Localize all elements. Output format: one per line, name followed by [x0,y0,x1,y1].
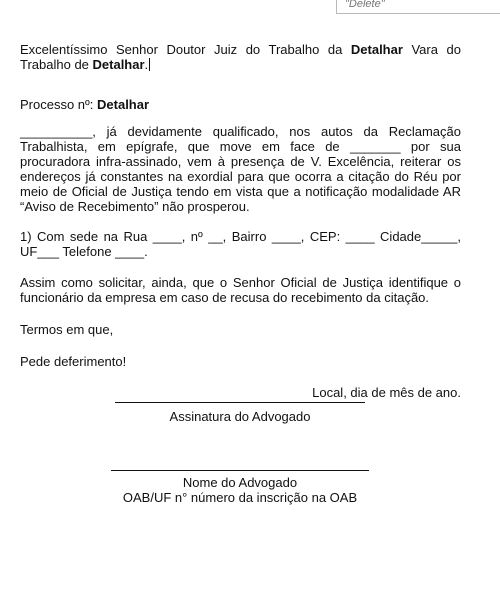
lawyer-signature-label: Assinatura do Advogado [169,409,311,424]
name-line [111,458,369,471]
delete-comment-text: "Delete" [345,0,385,10]
document-body [20,42,461,400]
court-number-field: Detalhar [350,42,403,57]
process-label: Processo nº: [20,97,98,112]
salutation-paragraph [20,42,461,72]
process-paragraph [20,97,461,112]
request-paragraph: Assim como solicitar, ainda, que o Senhor Oficial de Justiça identifique o funcionário da empresa em caso de recusa do recebimento da citação. [20,275,461,305]
salutation-prefix: Excelentíssimo Senhor Doutor Juiz do Trabalho da [20,42,351,57]
address-paragraph: 1) Com sede na Rua ____, nº __, Bairro ____, CEP: ____ Cidade_____, UF___ Telefone ____. [20,229,461,259]
salutation-suffix: . [144,57,149,72]
salutation-middle: Vara do Trabalho de [20,42,461,72]
closing-paragraph: Pede deferimento! [20,354,127,369]
court-city-field: Detalhar [92,57,145,72]
text-cursor [149,58,150,71]
terms-paragraph: Termos em que, [20,322,114,337]
lawyer-name-block [90,458,390,505]
signature-line [115,390,365,403]
lawyer-oab-label: OAB/UF n° número da inscrição na OAB [122,490,358,505]
lawyer-name-label: Nome do Advogado [182,475,298,490]
intro-paragraph: __________, já devidamente qualificado, nos autos da Reclamação Trabalhista, em epígrafe, que move em face de _______ por sua procuradora infra-assinado, vem à presença de V. Excelência, reiterar os endereços já constantes na exordial para que ocorra a citação do Réu por meio de Oficial de Justiça tendo em vista que a notificação modalidade AR “Aviso de Recebimento” não prosperou. [20,124,461,214]
location-date-paragraph: Local, dia de mês de ano. [312,385,461,400]
process-number-field: Detalhar [97,97,150,112]
lawyer-signature-block [100,390,380,424]
delete-comment-balloon [336,0,500,14]
